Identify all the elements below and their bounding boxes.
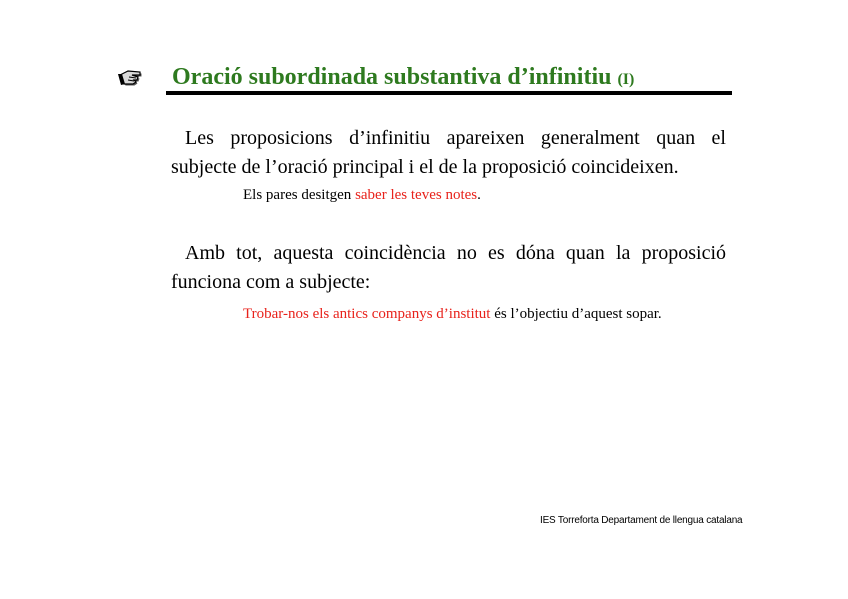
example-1-before: Els pares desitgen — [243, 187, 356, 203]
title-suffix: (I) — [617, 71, 635, 88]
example-1-after: . — [477, 187, 481, 203]
example-1-highlight: saber les teves notes — [355, 187, 478, 203]
example-2 — [243, 306, 662, 323]
title-underline — [166, 91, 732, 95]
paragraph-1: Les proposicions d’infinitiu apareixen generalment quan el subjecte de l’oració principal i el de la proposició coincideixen. — [171, 127, 726, 178]
pointing-hand-icon — [116, 66, 142, 86]
paragraph-2: Amb tot, aquesta coincidència no es dóna quan la proposició funciona com a subjecte: — [171, 242, 726, 293]
title-text: Oració subordinada substantiva d’infinitiu — [172, 64, 612, 90]
footer-credit: IES Torreforta Departament de llengua catalana — [540, 515, 743, 526]
example-2-highlight: Trobar-nos els antics companys d’institut — [243, 306, 491, 322]
example-2-after: és l’objectiu d’aquest sopar. — [490, 306, 662, 322]
example-1 — [243, 187, 481, 204]
